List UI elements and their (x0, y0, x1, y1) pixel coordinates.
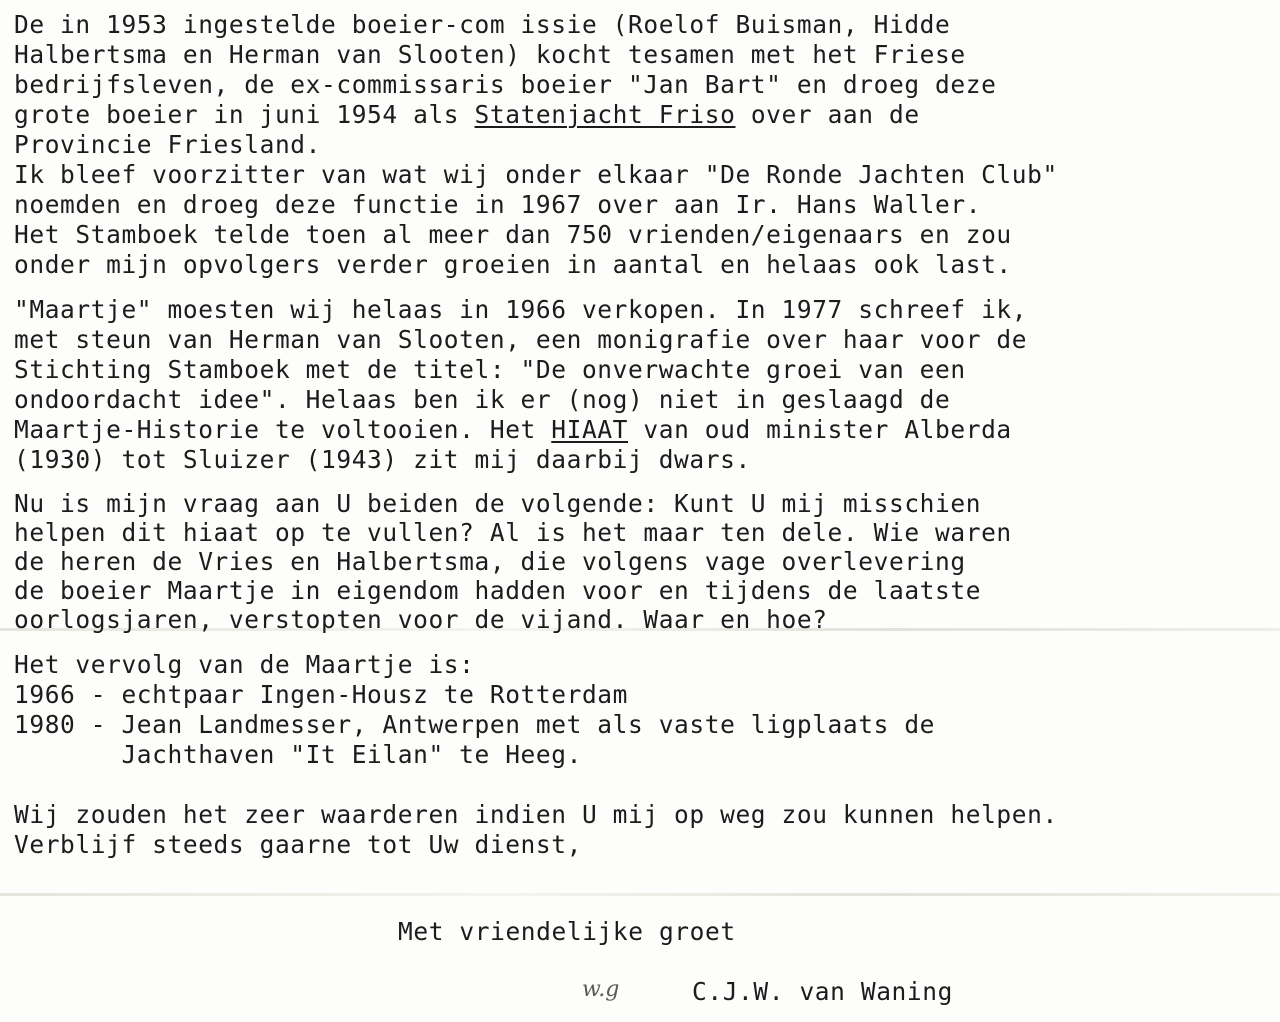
letter-line: Ik bleef voorzitter van wat wij onder elkaar "De Ronde Jachten Club" (14, 160, 1058, 189)
letter-line: helpen dit hiaat op te vullen? Al is het maar ten dele. Wie waren (14, 518, 1012, 547)
letter-text: Maartje-Historie te voltooien. Het (14, 415, 552, 444)
letter-line: bedrijfsleven, de ex-commissaris boeier "Jan Bart" en droeg deze (14, 70, 997, 99)
ownership-entry: 1980 - Jean Landmesser, Antwerpen met als vaste ligplaats de (14, 710, 936, 739)
letter-line (14, 415, 1012, 445)
letter-line: met steun van Herman van Slooten, een monigrafie over haar voor de (14, 325, 1028, 354)
letter-line: de heren de Vries en Halbertsma, die volgens vage overlevering (14, 547, 966, 576)
letter-line: (1930) tot Sluizer (1943) zit mij daarbij dwars. (14, 445, 751, 474)
ownership-entry: 1966 - echtpaar Ingen-Housz te Rotterdam (14, 680, 629, 709)
signature-name: C.J.W. van Waning (692, 977, 953, 1006)
letter-line: Het vervolg van de Maartje is: (14, 650, 475, 679)
paper-fold-line (0, 893, 1280, 896)
hiaat-underlined: HIAAT (551, 415, 629, 444)
letter-line: Wij zouden het zeer waarderen indien U mij op weg zou kunnen helpen. (14, 800, 1058, 829)
statenjacht-friso-underlined: Statenjacht Friso (474, 100, 736, 129)
letter-line: onder mijn opvolgers verder groeien in aantal en helaas ook last. (14, 250, 1012, 279)
letter-line: Het Stamboek telde toen al meer dan 750 vrienden/eigenaars en zou (14, 220, 1012, 249)
ownership-entry: Jachthaven "It Eilan" te Heeg. (14, 740, 582, 769)
letter-line: ondoordacht idee". Helaas ben ik er (nog) niet in geslaagd de (14, 385, 951, 414)
letter-line: Halbertsma en Herman van Slooten) kocht tesamen met het Friese (14, 40, 966, 69)
letter-line: Nu is mijn vraag aan U beiden de volgende: Kunt U mij misschien (14, 489, 982, 518)
letter-line: Stichting Stamboek met de titel: "De onverwachte groei van een (14, 355, 966, 384)
letter-text: grote boeier in juni 1954 als (14, 100, 475, 129)
handwritten-initials: w.g (582, 977, 620, 1002)
letter-text: van oud minister Alberda (628, 415, 1012, 444)
letter-line: Verblijf steeds gaarne tot Uw dienst, (14, 830, 582, 859)
letter-line: oorlogsjaren, verstopten voor de vijand. Waar en hoe? (14, 605, 828, 634)
letter-line: De in 1953 ingestelde boeier-com issie (Roelof Buisman, Hidde (14, 10, 951, 39)
letter-line: Provincie Friesland. (14, 130, 322, 159)
letter-line: de boeier Maartje in eigendom hadden voor en tijdens de laatste (14, 576, 982, 605)
letter-text: over aan de (735, 100, 920, 129)
letter-line (14, 100, 920, 130)
letter-line: "Maartje" moesten wij helaas in 1966 verkopen. In 1977 schreef ik, (14, 295, 1028, 324)
closing-greeting: Met vriendelijke groet (398, 917, 736, 946)
letter-line: noemden en droeg deze functie in 1967 over aan Ir. Hans Waller. (14, 190, 982, 219)
